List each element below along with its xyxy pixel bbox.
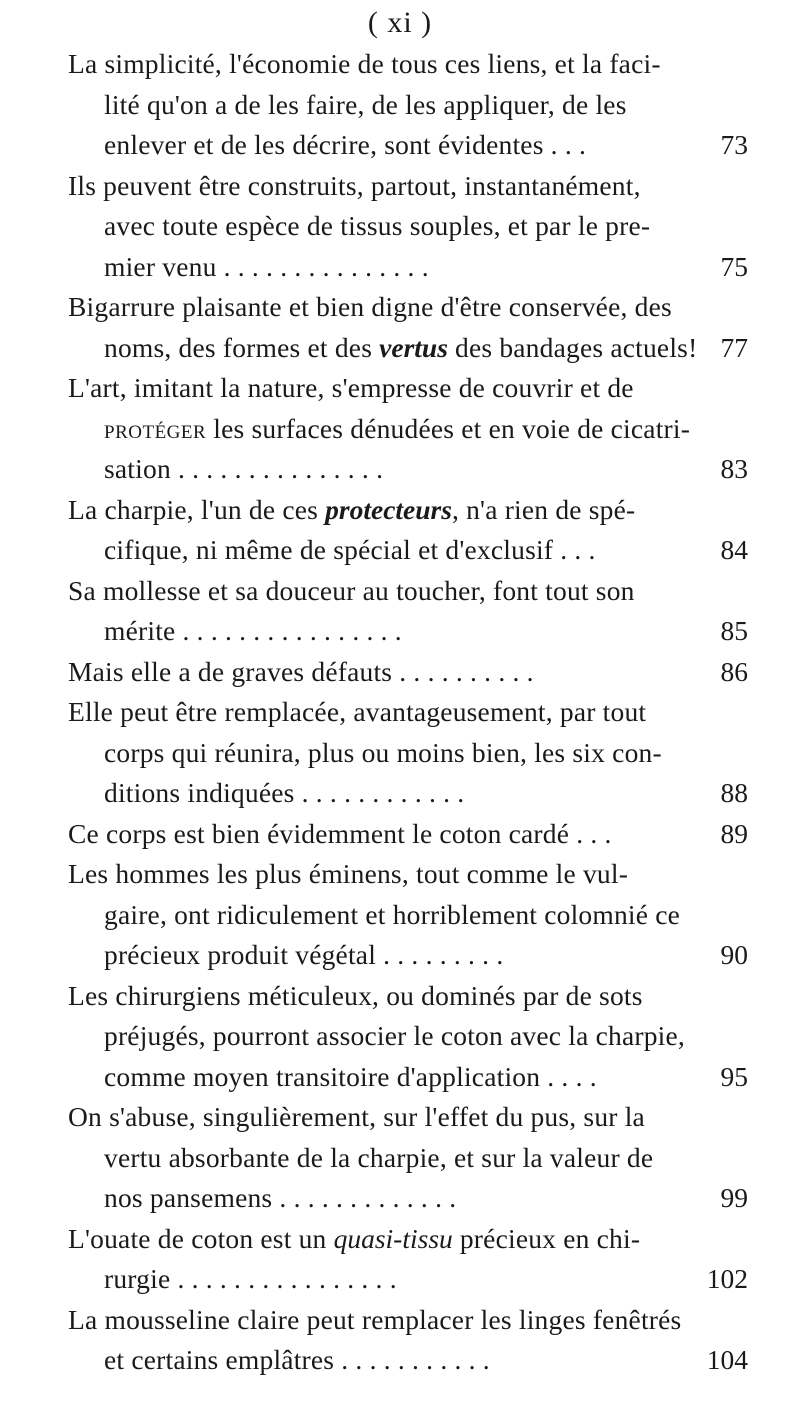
toc-text: gaire, ont ridiculement et horriblement colomnié ce bbox=[104, 898, 681, 930]
toc-line bbox=[68, 1138, 748, 1179]
toc-text: sation . . . . . . . . . . . . . . . bbox=[104, 453, 384, 484]
toc-page-number: 85 bbox=[720, 615, 748, 646]
toc-text: lité qu'on a de les faire, de les appliquer, de les bbox=[104, 88, 627, 120]
toc-line bbox=[68, 409, 748, 450]
toc-line bbox=[68, 166, 748, 207]
toc-line bbox=[68, 773, 748, 814]
toc-page-number: 86 bbox=[720, 655, 748, 687]
toc-line bbox=[68, 368, 748, 409]
toc-line bbox=[68, 1178, 748, 1219]
toc-text: mérite . . . . . . . . . . . . . . . . bbox=[104, 615, 402, 646]
toc-page-number: 90 bbox=[720, 939, 748, 970]
toc-line bbox=[68, 571, 748, 612]
toc-line bbox=[68, 1219, 748, 1260]
toc-text: Bigarrure plaisante et bien digne d'être conservée, des bbox=[68, 291, 672, 322]
toc-text: corps qui réunira, plus ou moins bien, les six con- bbox=[104, 736, 662, 768]
toc-text: mier venu . . . . . . . . . . . . . . . bbox=[104, 250, 429, 282]
toc-small-caps: protéger bbox=[104, 412, 207, 444]
toc-text: comme moyen transitoire d'application . . . . bbox=[104, 1060, 597, 1092]
toc-line bbox=[68, 895, 748, 936]
toc-text: précieux en chi- bbox=[452, 1222, 641, 1254]
toc-line bbox=[68, 935, 748, 976]
toc-text: L'ouate de coton est un bbox=[68, 1222, 334, 1254]
toc-page-number: 88 bbox=[720, 777, 748, 808]
toc-text: nos pansemens . . . . . . . . . . . . . bbox=[104, 1182, 457, 1213]
toc-page-number: 83 bbox=[720, 453, 748, 484]
toc-line bbox=[68, 854, 748, 895]
toc-text: On s'abuse, singulièrement, sur l'effet du pus, sur la bbox=[68, 1101, 645, 1132]
toc-text: précieux produit végétal . . . . . . . . . bbox=[104, 939, 504, 970]
toc-line bbox=[68, 652, 748, 693]
toc-text: La charpie, l'un de ces bbox=[68, 493, 326, 525]
toc-line bbox=[68, 1300, 748, 1341]
toc-line bbox=[68, 125, 748, 166]
toc-text: Les hommes les plus éminens, tout comme le vul- bbox=[68, 858, 629, 889]
toc-page-number: 102 bbox=[706, 1263, 748, 1294]
toc-line bbox=[68, 1340, 748, 1381]
toc-line bbox=[68, 976, 748, 1017]
toc-line bbox=[68, 1097, 748, 1138]
toc-line bbox=[68, 44, 748, 85]
toc-text: vertu absorbante de la charpie, et sur la valeur de bbox=[104, 1141, 654, 1173]
toc-page-number: 73 bbox=[720, 129, 748, 160]
toc-page-number: 99 bbox=[720, 1182, 748, 1213]
toc-text: Mais elle a de graves défauts . . . . . . . . . . bbox=[68, 655, 534, 687]
toc-line bbox=[68, 1016, 748, 1057]
toc-line bbox=[68, 814, 748, 855]
toc-line bbox=[68, 328, 748, 369]
toc-page-number: 95 bbox=[720, 1060, 748, 1092]
toc-text: avec toute espèce de tissus souples, et par le pre- bbox=[104, 210, 651, 241]
toc-emphasis: protecteurs bbox=[325, 493, 452, 525]
toc-text: Elle peut être remplacée, avantageusement, par tout bbox=[68, 696, 647, 727]
toc-text: rurgie . . . . . . . . . . . . . . . . bbox=[104, 1263, 397, 1294]
toc-emphasis: quasi-tissu bbox=[333, 1222, 453, 1254]
toc-text: L'art, imitant la nature, s'empresse de couvrir et de bbox=[68, 372, 634, 403]
toc-text: , n'a rien de spé- bbox=[451, 493, 636, 525]
toc-text: Les chirurgiens méticuleux, ou dominés par de sots bbox=[68, 979, 643, 1011]
toc-page-number: 75 bbox=[720, 250, 748, 282]
toc-line bbox=[68, 611, 748, 652]
page-number: ( xi ) bbox=[367, 6, 433, 39]
toc-line bbox=[68, 247, 748, 288]
toc-line bbox=[68, 287, 748, 328]
toc-text: cifique, ni même de spécial et d'exclusif . . . bbox=[104, 534, 596, 565]
toc-text: Ce corps est bien évidemment le coton cardé . . . bbox=[68, 817, 612, 849]
toc-line bbox=[68, 206, 748, 247]
toc-line bbox=[68, 530, 748, 571]
toc-text: préjugés, pourront associer le coton avec la charpie, bbox=[104, 1020, 685, 1051]
table-of-contents bbox=[68, 44, 748, 1381]
toc-text: noms, des formes et des bbox=[104, 331, 380, 363]
toc-page-number: 104 bbox=[706, 1344, 748, 1375]
toc-text: des bandages actuels! bbox=[447, 331, 698, 363]
toc-line bbox=[68, 1259, 748, 1300]
toc-page-number: 77 bbox=[720, 331, 748, 363]
toc-page-number: 89 bbox=[720, 817, 748, 849]
toc-emphasis: vertus bbox=[379, 331, 448, 363]
toc-line bbox=[68, 490, 748, 531]
toc-line bbox=[68, 733, 748, 774]
toc-page-number: 84 bbox=[720, 534, 748, 565]
toc-text: les surfaces dénudées et en voie de cicatri- bbox=[206, 412, 691, 444]
toc-text: La simplicité, l'économie de tous ces liens, et la faci- bbox=[68, 48, 661, 79]
toc-text: et certains emplâtres . . . . . . . . . . . bbox=[104, 1344, 490, 1375]
toc-text: Ils peuvent être construits, partout, instantanément, bbox=[68, 169, 641, 201]
toc-line bbox=[68, 85, 748, 126]
toc-line bbox=[68, 692, 748, 733]
toc-text: enlever et de les décrire, sont évidentes . . . bbox=[104, 129, 587, 160]
toc-line bbox=[68, 1057, 748, 1098]
toc-line bbox=[68, 449, 748, 490]
toc-text: Sa mollesse et sa douceur au toucher, font tout son bbox=[68, 574, 635, 606]
toc-text: La mousseline claire peut remplacer les linges fenêtrés bbox=[68, 1303, 682, 1335]
toc-text: ditions indiquées . . . . . . . . . . . . bbox=[104, 777, 465, 808]
